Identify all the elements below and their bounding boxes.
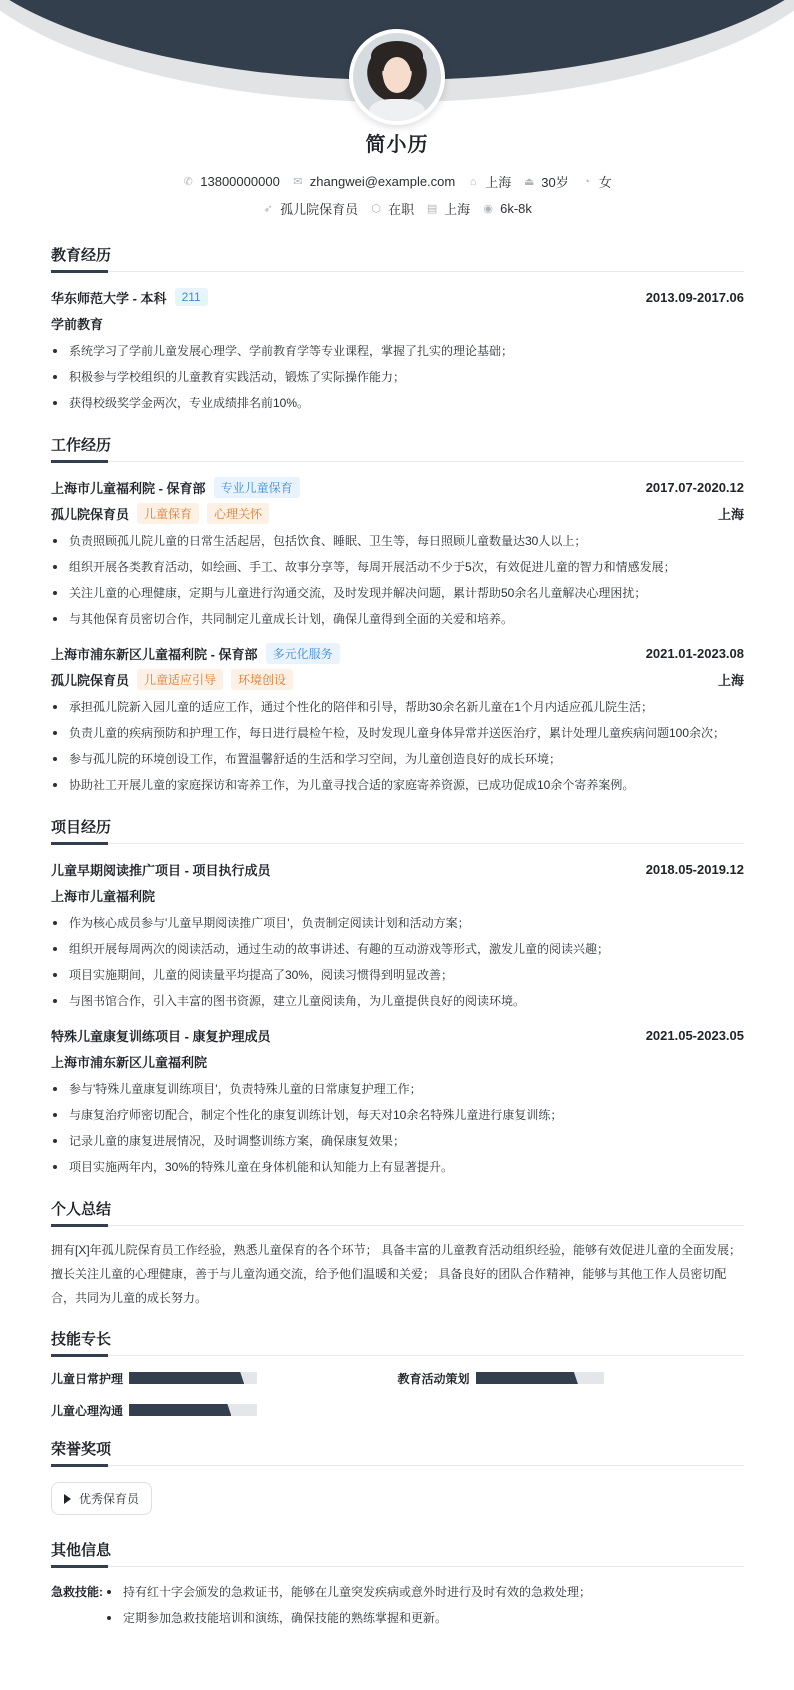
summary-text: 拥有[X]年孤儿院保育员工作经验，熟悉儿童保育的各个环节； 具备丰富的儿童教育活动组织经验，能够有效促进儿童的全面发展；擅长关注儿童的心理健康，善于与儿童沟通交流，给予他们温暖和关爱； 具备良好的团队合作精神，能够与其他工作人员密切配合，共同为儿童的成长努力。 xyxy=(51,1243,742,1305)
project-name: 儿童早期阅读推广项目 - 项目执行成员 xyxy=(51,862,271,878)
skill-bar xyxy=(476,1372,604,1384)
intent-status: ⬡ 在职 xyxy=(371,202,415,217)
skill-item xyxy=(51,1368,398,1388)
work-bullets xyxy=(51,528,744,632)
summary-section xyxy=(51,1198,744,1310)
project-org-row xyxy=(51,1048,744,1074)
contact-age: ⏏ 30岁 xyxy=(524,175,569,190)
skill-bar-fill xyxy=(129,1404,231,1416)
list-item: 定期参加急救技能培训和演练，确保技能的熟练掌握和更新。 xyxy=(105,1605,591,1631)
avatar-body xyxy=(369,99,425,125)
project-bullets xyxy=(51,1076,744,1180)
other-label: 急救技能: xyxy=(51,1585,103,1599)
role: 孤儿院保育员 xyxy=(51,672,130,688)
school-tag: 211 xyxy=(175,288,208,306)
project-org: 上海市浦东新区儿童福利院 xyxy=(51,1054,208,1070)
other-bullets xyxy=(105,1579,591,1631)
intent-salary: ◉ 6k-8k xyxy=(483,201,532,216)
other-section xyxy=(51,1539,744,1631)
company-tag: 专业儿童保育 xyxy=(214,477,300,498)
project-org: 上海市儿童福利院 xyxy=(51,888,156,904)
status-icon: ⬡ xyxy=(371,203,381,215)
list-item: 参与孤儿院的环境创设工作，布置温馨舒适的生活和学习空间，为儿童创造良好的成长环境； xyxy=(51,746,744,772)
salary-icon: ◉ xyxy=(483,203,493,215)
major: 学前教育 xyxy=(51,316,104,332)
list-item: 承担孤儿院新入园儿童的适应工作，通过个性化的陪伴和引导，帮助30余名新儿童在1个月内适应孤儿院生活； xyxy=(51,694,744,720)
list-item: 组织开展每周两次的阅读活动，通过生动的故事讲述、有趣的互动游戏等形式，激发儿童的阅读兴趣； xyxy=(51,936,744,962)
skill-bar xyxy=(129,1404,257,1416)
section-title: 技能专长 xyxy=(51,1328,744,1356)
intent-city: ▤ 上海 xyxy=(426,202,471,217)
list-item: 组织开展各类教育活动，如绘画、手工、故事分享等，每周开展活动不少于5次，有效促进儿童的智力和情感发展； xyxy=(51,554,744,580)
list-item: 协助社工开展儿童的家庭探访和寄养工作，为儿童寻找合适的家庭寄养资源，已成功促成10余个寄养案例。 xyxy=(51,772,744,798)
work-location: 上海 xyxy=(717,506,744,522)
list-item: 记录儿童的康复进展情况，及时调整训练方案，确保康复效果； xyxy=(51,1128,744,1154)
list-item: 作为核心成员参与'儿童早期阅读推广项目'，负责制定阅读计划和活动方案； xyxy=(51,910,744,936)
skill-bar xyxy=(129,1372,257,1384)
role: 孤儿院保育员 xyxy=(51,506,130,522)
skills-section xyxy=(51,1328,744,1420)
resume-body xyxy=(51,244,744,1649)
role-tag: 环境创设 xyxy=(231,669,293,690)
education-bullets xyxy=(51,338,744,416)
company-tag: 多元化服务 xyxy=(266,643,340,664)
projects-section xyxy=(51,816,744,1180)
section-title: 项目经历 xyxy=(51,816,744,844)
list-item: 与其他保育员密切合作，共同制定儿童成长计划，确保儿童得到全面的关爱和培养。 xyxy=(51,606,744,632)
skill-item xyxy=(398,1368,745,1388)
section-title: 其他信息 xyxy=(51,1539,744,1567)
project-date: 2018.05-2019.12 xyxy=(645,861,744,877)
company-name: 上海市儿童福利院 - 保育部 xyxy=(51,480,206,496)
list-item: 项目实施两年内，30%的特殊儿童在身体机能和认知能力上有显著提升。 xyxy=(51,1154,744,1180)
candidate-name: 简小历 xyxy=(365,134,429,156)
contact-email[interactable]: ✉ zhangwei@example.com xyxy=(293,174,456,189)
gender-icon: ◔ xyxy=(583,175,591,188)
work-bullets xyxy=(51,694,744,798)
job-intent-row xyxy=(0,199,794,218)
project-bullets xyxy=(51,910,744,1014)
award-label: 优秀保育员 xyxy=(79,1492,140,1506)
list-item: 参与'特殊儿童康复训练项目'，负责特殊儿童的日常康复护理工作； xyxy=(51,1076,744,1102)
send-icon: ➶ xyxy=(263,203,273,215)
contact-gender: ◔ 女 xyxy=(581,172,612,191)
list-item: 与康复治疗师密切配合，制定个性化的康复训练计划，每天对10余名特殊儿童进行康复训练； xyxy=(51,1102,744,1128)
list-item: 关注儿童的心理健康，定期与儿童进行沟通交流，及时发现并解决问题，累计帮助50余名儿童解决心理困扰； xyxy=(51,580,744,606)
role-tag: 心理关怀 xyxy=(207,503,269,524)
work-entry-head xyxy=(51,640,744,666)
list-item: 系统学习了学前儿童发展心理学、学前教育学等专业课程，掌握了扎实的理论基础； xyxy=(51,338,744,364)
contact-row xyxy=(0,172,794,191)
work-location: 上海 xyxy=(717,672,744,688)
major-row xyxy=(51,310,744,336)
phone-icon: ✆ xyxy=(183,176,193,188)
project-name: 特殊儿童康复训练项目 - 康复护理成员 xyxy=(51,1028,271,1044)
education-entry-head xyxy=(51,284,744,310)
work-date: 2017.07-2020.12 xyxy=(645,479,744,495)
list-item: 项目实施期间，儿童的阅读量平均提高了30%，阅读习惯得到明显改善； xyxy=(51,962,744,988)
avatar xyxy=(349,29,445,125)
section-title: 个人总结 xyxy=(51,1198,744,1226)
work-date: 2021.01-2023.08 xyxy=(645,645,744,661)
contact-phone: ✆ 13800000000 xyxy=(183,174,280,189)
education-date: 2013.09-2017.06 xyxy=(645,289,744,305)
play-triangle-icon xyxy=(64,1494,71,1504)
section-title: 教育经历 xyxy=(51,244,744,272)
school-name: 华东师范大学 - 本科 xyxy=(51,290,167,306)
project-date: 2021.05-2023.05 xyxy=(645,1027,744,1043)
work-section xyxy=(51,434,744,798)
project-org-row xyxy=(51,882,744,908)
home-icon: ⌂ xyxy=(469,175,477,188)
education-section xyxy=(51,244,744,416)
list-item: 积极参与学校组织的儿童教育实践活动，锻炼了实际操作能力； xyxy=(51,364,744,390)
list-item: 与图书馆合作，引入丰富的图书资源，建立儿童阅读角，为儿童提供良好的阅读环境。 xyxy=(51,988,744,1014)
skill-bar-fill xyxy=(476,1372,578,1384)
project-entry-head xyxy=(51,856,744,882)
role-tag: 儿童保育 xyxy=(137,503,199,524)
skill-bar-fill xyxy=(129,1372,244,1384)
company-name: 上海市浦东新区儿童福利院 - 保育部 xyxy=(51,646,258,662)
skill-item xyxy=(51,1400,398,1420)
list-item: 持有红十字会颁发的急救证书，能够在儿童突发疾病或意外时进行及时有效的急救处理； xyxy=(105,1579,591,1605)
skills-grid xyxy=(51,1368,744,1420)
project-entry-head xyxy=(51,1022,744,1048)
avatar-face xyxy=(383,57,411,93)
role-tag: 儿童适应引导 xyxy=(137,669,223,690)
intent-position: ➶ 孤儿院保育员 xyxy=(263,202,359,217)
awards-section xyxy=(51,1438,744,1521)
age-icon: ⏏ xyxy=(524,176,535,188)
mail-icon: ✉ xyxy=(293,176,303,188)
section-title: 荣誉奖项 xyxy=(51,1438,744,1466)
role-row xyxy=(51,666,744,692)
skill-name: 儿童心理沟通 xyxy=(51,1403,124,1418)
skill-name: 儿童日常护理 xyxy=(51,1371,124,1386)
building-icon: ▤ xyxy=(426,203,438,215)
other-item xyxy=(51,1579,744,1631)
contact-city: ⌂ 上海 xyxy=(467,172,511,191)
work-entry-head xyxy=(51,474,744,500)
role-row xyxy=(51,500,744,526)
list-item: 负责照顾孤儿院儿童的日常生活起居，包括饮食、睡眠、卫生等，每日照顾儿童数量达30人以上； xyxy=(51,528,744,554)
skill-name: 教育活动策划 xyxy=(397,1371,470,1386)
list-item: 获得校级奖学金两次，专业成绩排名前10%。 xyxy=(51,390,744,416)
section-title: 工作经历 xyxy=(51,434,744,462)
list-item: 负责儿童的疾病预防和护理工作，每日进行晨检午检，及时发现儿童身体异常并送医治疗，累计处理儿童疾病问题100余次； xyxy=(51,720,744,746)
award-item xyxy=(51,1482,152,1515)
